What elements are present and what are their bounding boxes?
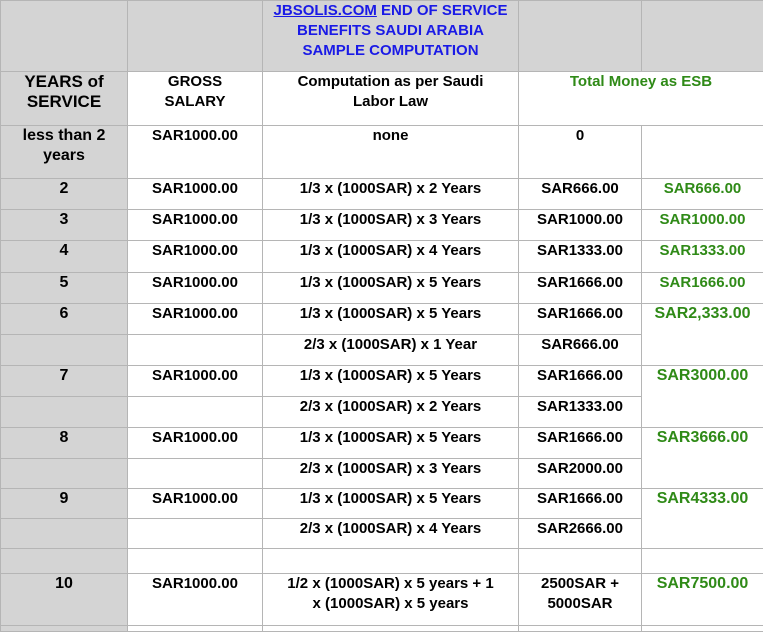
empty-cell [642, 549, 763, 574]
years-header-line1: YEARS of [24, 72, 103, 91]
empty-cell [1, 549, 128, 574]
computation-line2: x (1000SAR) x 5 years [313, 595, 469, 612]
years-cell: 6 [1, 304, 128, 335]
header-blank-cell [642, 1, 763, 72]
total-cell: SAR666.00 [642, 179, 763, 210]
salary-cell: SAR1000.00 [128, 489, 263, 519]
years-cell: 5 [1, 273, 128, 304]
title-row [1, 1, 763, 72]
total-cell: SAR1666.00 [642, 273, 763, 304]
jbsolis-link[interactable]: JBSOLIS.COM [274, 2, 377, 19]
total-column-header: Total Money as ESB [519, 72, 763, 126]
salary-cell-empty [128, 335, 263, 366]
amount-cell: SAR1666.00 [519, 366, 642, 397]
amount-cell [519, 574, 642, 626]
computation-cell: 1/3 x (1000SAR) x 5 Years [263, 489, 519, 519]
table-row [1, 574, 763, 626]
computation-cell: 2/3 x (1000SAR) x 4 Years [263, 519, 519, 549]
amount-cell: SAR2000.00 [519, 459, 642, 489]
salary-cell: SAR1000.00 [128, 304, 263, 335]
table-row [1, 241, 763, 273]
salary-cell: SAR1000.00 [128, 241, 263, 273]
empty-cell [263, 626, 519, 632]
empty-cell [642, 626, 763, 632]
total-cell: SAR4333.00 [642, 489, 763, 549]
total-cell: SAR1333.00 [642, 241, 763, 273]
amount-cell: SAR1666.00 [519, 273, 642, 304]
years-column-header [1, 72, 128, 126]
years-cell [1, 126, 128, 179]
amount-cell: SAR666.00 [519, 335, 642, 366]
years-cell: 8 [1, 428, 128, 459]
years-line1: less than 2 [23, 127, 106, 144]
table-row [1, 304, 763, 335]
amount-cell: SAR2666.00 [519, 519, 642, 549]
years-header-line2: SERVICE [27, 92, 101, 111]
computation-cell: 2/3 x (1000SAR) x 2 Years [263, 397, 519, 428]
amount-cell: SAR1000.00 [519, 210, 642, 241]
years-cell-empty [1, 459, 128, 489]
column-header-row [1, 72, 763, 126]
computation-header-line1: Computation as per Saudi [298, 73, 484, 90]
table-row [1, 126, 763, 179]
computation-cell: 2/3 x (1000SAR) x 3 Years [263, 459, 519, 489]
computation-cell: 1/3 x (1000SAR) x 2 Years [263, 179, 519, 210]
computation-cell: 1/3 x (1000SAR) x 5 Years [263, 428, 519, 459]
computation-cell: 1/3 x (1000SAR) x 4 Years [263, 241, 519, 273]
table-row [1, 210, 763, 241]
partial-row [1, 626, 763, 632]
salary-cell: SAR1000.00 [128, 210, 263, 241]
salary-cell: SAR1000.00 [128, 273, 263, 304]
salary-cell: SAR1000.00 [128, 366, 263, 397]
amount-cell: SAR1666.00 [519, 428, 642, 459]
salary-header-line2: SALARY [164, 93, 225, 110]
salary-cell-empty [128, 397, 263, 428]
table-row [1, 273, 763, 304]
empty-cell [263, 549, 519, 574]
salary-header-line1: GROSS [168, 73, 222, 90]
total-cell: SAR3666.00 [642, 428, 763, 489]
years-line2: years [43, 147, 85, 164]
salary-cell: SAR1000.00 [128, 179, 263, 210]
salary-cell: SAR1000.00 [128, 428, 263, 459]
table-row [1, 489, 763, 519]
title-line1-rest: END OF SERVICE [377, 2, 508, 19]
amount-cell: SAR1666.00 [519, 489, 642, 519]
years-cell: 10 [1, 574, 128, 626]
table-row [1, 179, 763, 210]
total-cell: SAR1000.00 [642, 210, 763, 241]
salary-cell-empty [128, 459, 263, 489]
computation-cell [263, 574, 519, 626]
salary-column-header [128, 72, 263, 126]
amount-line2: 5000SAR [547, 595, 612, 612]
total-cell [642, 126, 763, 179]
empty-cell [128, 626, 263, 632]
amount-line1: 2500SAR + [541, 575, 619, 592]
title-line3: SAMPLE COMPUTATION [302, 42, 478, 59]
years-cell: 4 [1, 241, 128, 273]
computation-column-header [263, 72, 519, 126]
header-blank-cell [128, 1, 263, 72]
table-row [1, 366, 763, 397]
empty-cell [519, 549, 642, 574]
salary-cell-empty [128, 519, 263, 549]
computation-cell: none [263, 126, 519, 179]
years-cell-empty [1, 397, 128, 428]
total-cell: SAR7500.00 [642, 574, 763, 626]
empty-cell [128, 549, 263, 574]
years-cell: 2 [1, 179, 128, 210]
total-cell: SAR3000.00 [642, 366, 763, 428]
years-cell: 3 [1, 210, 128, 241]
computation-cell: 1/3 x (1000SAR) x 5 Years [263, 366, 519, 397]
empty-cell [1, 626, 128, 632]
years-cell: 7 [1, 366, 128, 397]
years-cell-empty [1, 335, 128, 366]
computation-cell: 1/3 x (1000SAR) x 3 Years [263, 210, 519, 241]
amount-cell: 0 [519, 126, 642, 179]
header-blank-cell [519, 1, 642, 72]
sheet-title [263, 1, 519, 72]
spacer-row [1, 549, 763, 574]
years-cell: 9 [1, 489, 128, 519]
amount-cell: SAR666.00 [519, 179, 642, 210]
computation-cell: 2/3 x (1000SAR) x 1 Year [263, 335, 519, 366]
amount-cell: SAR1666.00 [519, 304, 642, 335]
computation-line1: 1/2 x (1000SAR) x 5 years + 1 [287, 575, 493, 592]
amount-cell: SAR1333.00 [519, 241, 642, 273]
table-row [1, 428, 763, 459]
salary-cell: SAR1000.00 [128, 574, 263, 626]
years-cell-empty [1, 519, 128, 549]
computation-header-line2: Labor Law [353, 93, 428, 110]
total-cell: SAR2,333.00 [642, 304, 763, 366]
amount-cell: SAR1333.00 [519, 397, 642, 428]
computation-cell: 1/3 x (1000SAR) x 5 Years [263, 273, 519, 304]
computation-cell: 1/3 x (1000SAR) x 5 Years [263, 304, 519, 335]
empty-cell [519, 626, 642, 632]
salary-cell: SAR1000.00 [128, 126, 263, 179]
title-line2: BENEFITS SAUDI ARABIA [297, 22, 484, 39]
header-blank-cell [1, 1, 128, 72]
